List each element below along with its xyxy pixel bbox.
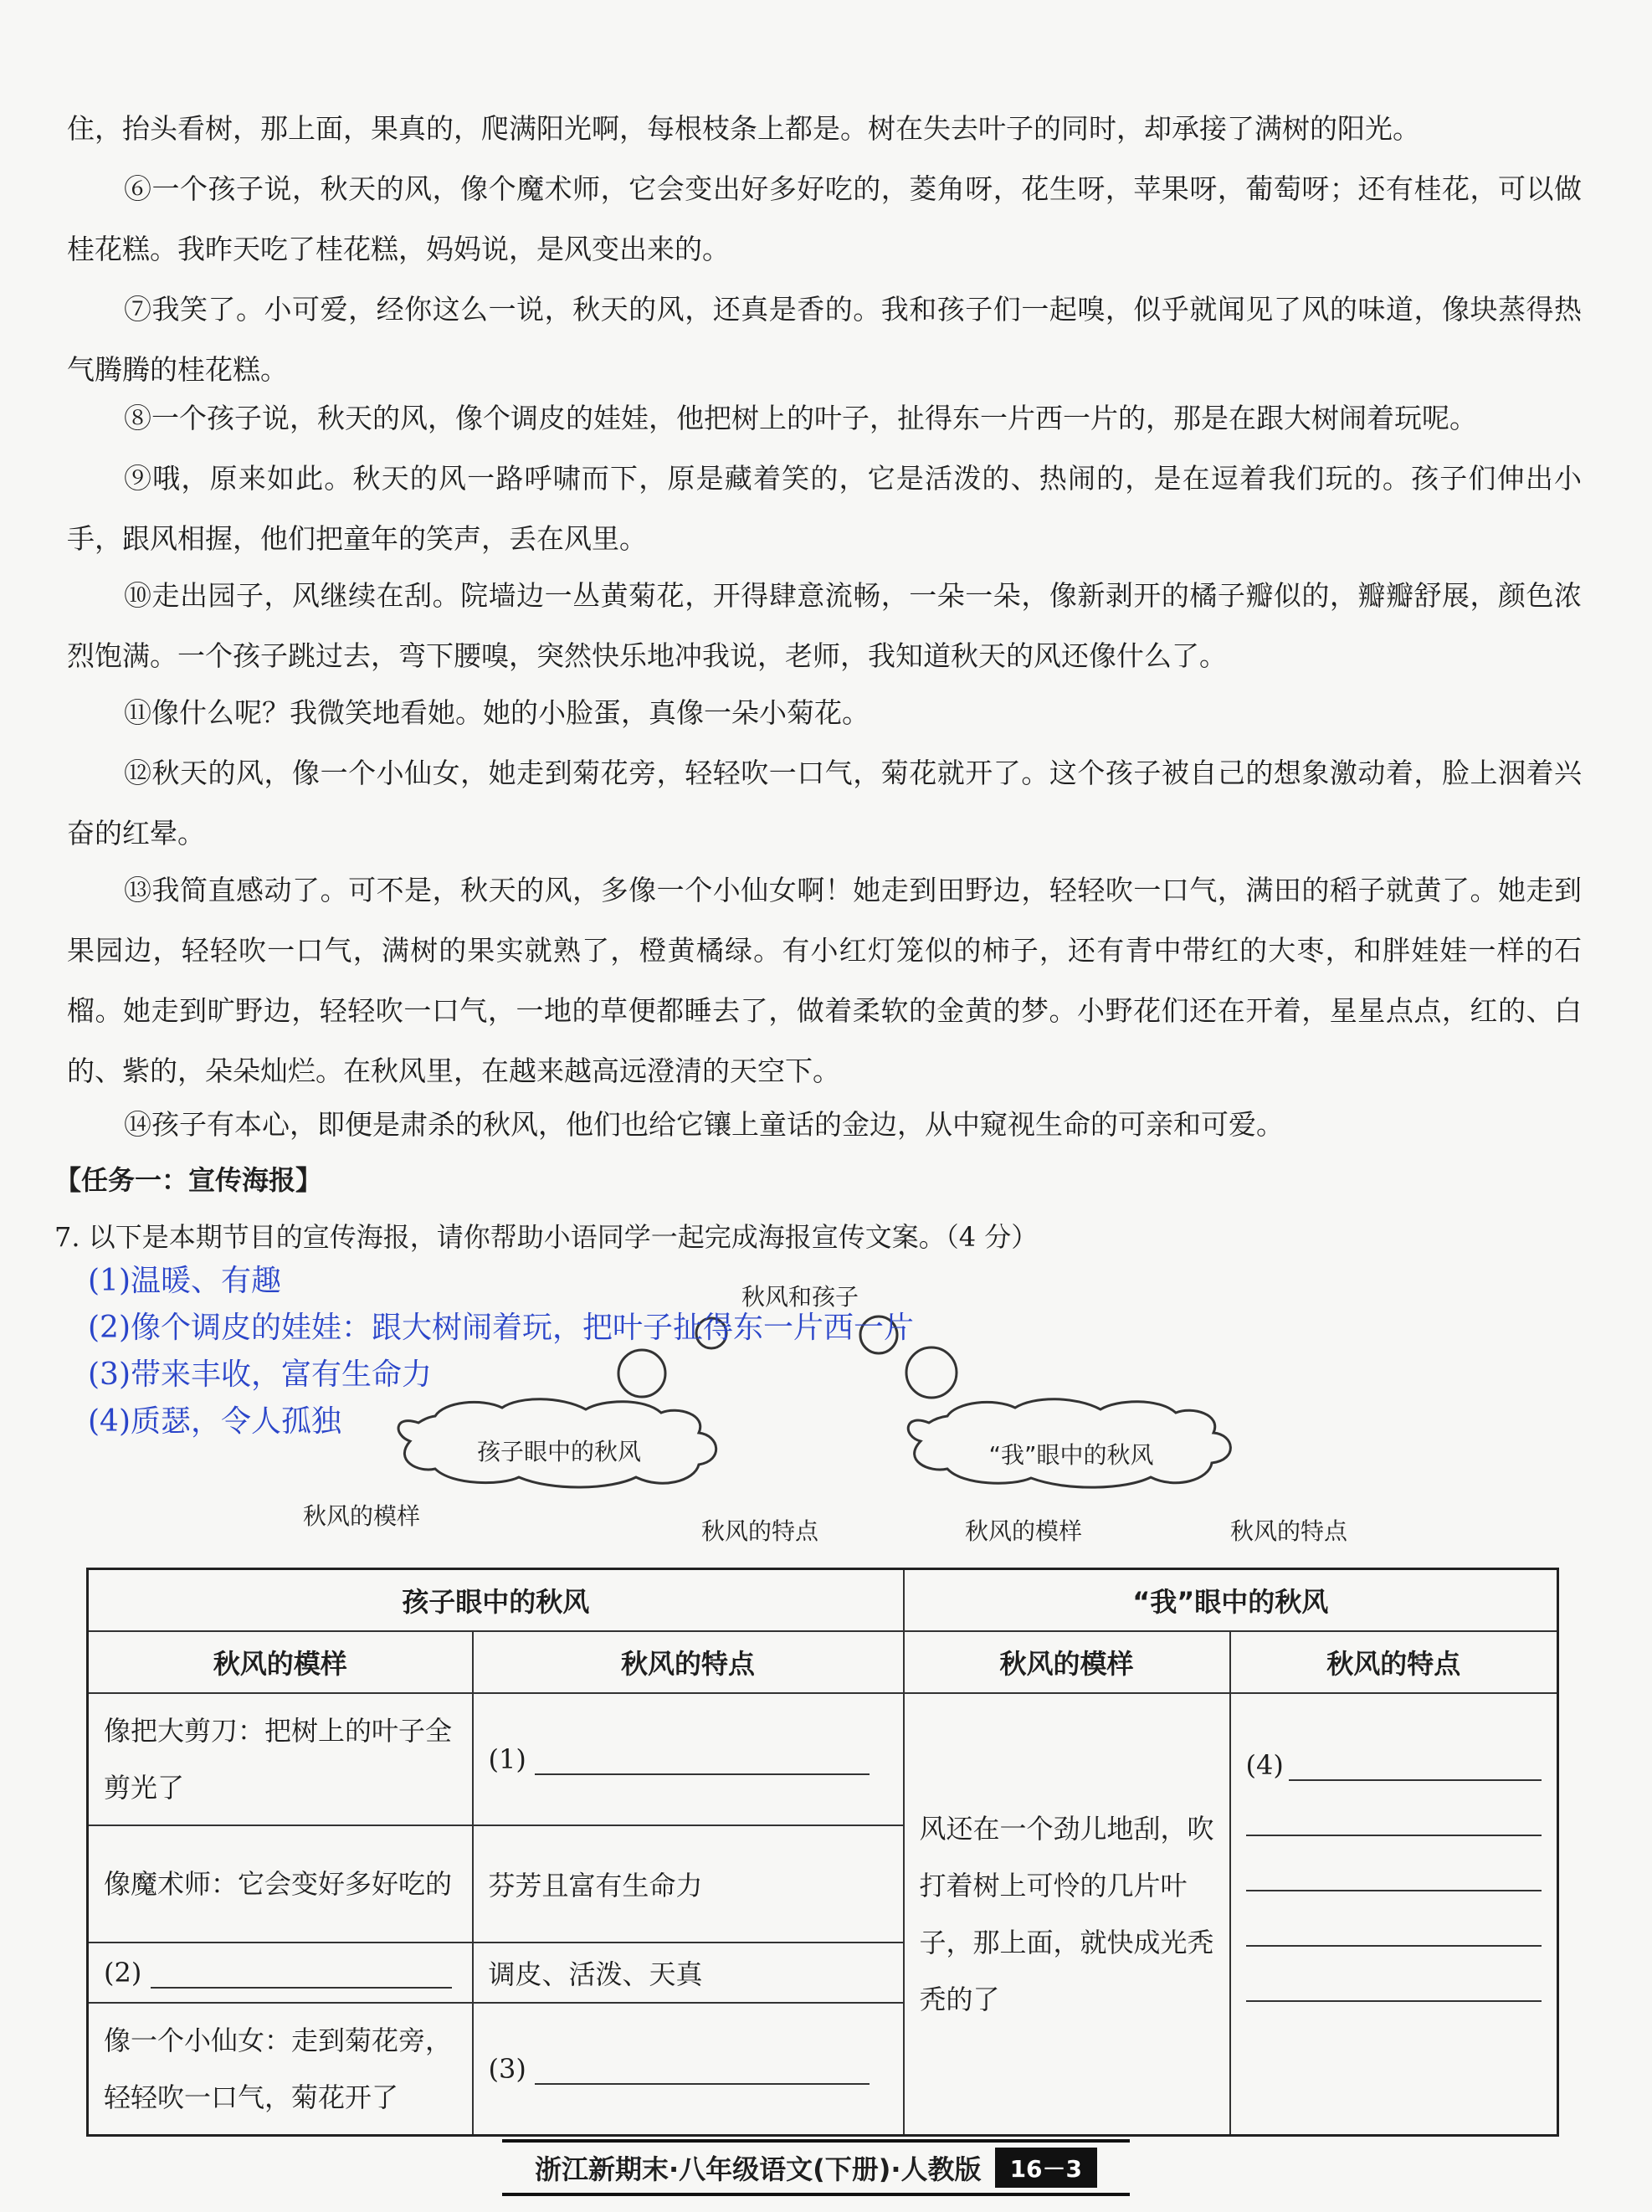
page-number-badge: 16－3 <box>995 2148 1097 2188</box>
table-answer-cell-3 <box>473 2003 904 2136</box>
table-cell: 像把大剪刀：把树上的叶子全剪光了 <box>88 1693 473 1825</box>
passage-paragraph-8: ⑧一个孩子说，秋天的风，像个调皮的娃娃，他把树上的叶子，扯得东一片西一片的，那是在跟大树闹着玩呢。 <box>124 402 1477 434</box>
passage-paragraph-10: ⑩走出园子，风继续在刮。院墙边一丛黄菊花，开得肆意流畅，一朵一朵，像新剥开的橘子瓣似的，瓣瓣舒展，颜色浓烈饱满。一个孩子跳过去，弯下腰嗅，突然快乐地冲我说，老师，我知道秋天的风还像什么了。 <box>67 579 1582 672</box>
answer-line[interactable] <box>1246 1947 1542 2002</box>
answer-line[interactable] <box>1246 1891 1542 1947</box>
table-cell: 调皮、活泼、天真 <box>473 1943 904 2003</box>
passage-paragraph-6: ⑥一个孩子说，秋天的风，像个魔术师，它会变出好多好吃的，菱角呀，花生呀，苹果呀，葡萄呀；还有桂花，可以做桂花糕。我昨天吃了桂花糕，妈妈说，是风变出来的。 <box>67 172 1582 265</box>
table-col-trait: 秋风的特点 <box>473 1631 904 1693</box>
poster-label-trait-right: 秋风的特点 <box>1230 1517 1348 1545</box>
table-cell: 芬芳且富有生命力 <box>473 1825 904 1943</box>
answer-line[interactable] <box>1246 1781 1542 1836</box>
answer-4: (4)质瑟，令人孤独 <box>88 1404 341 1439</box>
table-cell: 像一个小仙女：走到菊花旁，轻轻吹一口气，菊花开了 <box>88 2003 473 2136</box>
page-footer <box>502 2139 1130 2196</box>
answer-2: (2)像个调皮的娃娃：跟大树闹着玩，把叶子扯得东一片西一片 <box>88 1311 914 1345</box>
blank-label-1: (1) <box>488 1743 526 1775</box>
passage-paragraph-7: ⑦我笑了。小可爱，经你这么一说，秋天的风，还真是香的。我和孩子们一起嗅，似乎就闻见了风的味道，像块蒸得热气腾腾的桂花糕。 <box>67 293 1582 386</box>
table-cell: 像魔术师：它会变好多好吃的 <box>88 1825 473 1943</box>
blank-label-2: (2) <box>104 1957 142 1989</box>
answer-blank-3[interactable] <box>535 2083 870 2085</box>
poster-top-label: 秋风和孩子 <box>741 1283 859 1311</box>
poster-table <box>86 1568 1559 2137</box>
passage-paragraph-11: ⑪像什么呢？我微笑地看她。她的小脸蛋，真像一朵小菊花。 <box>124 696 870 729</box>
bubble-circle <box>906 1347 957 1398</box>
table-col-trait-me: 秋风的特点 <box>1230 1631 1558 1693</box>
poster-label-look-left: 秋风的模样 <box>303 1502 421 1530</box>
table-answer-cell-2 <box>88 1943 473 2003</box>
passage-paragraph-13: ⑬我简直感动了。可不是，秋天的风，多像一个小仙女啊！她走到田野边，轻轻吹一口气，满田的稻子就黄了。她走到果园边，轻轻吹一口气，满树的果实就熟了，橙黄橘绿。有小红灯笼似的柿子，还有青中带红的大枣，和胖娃娃一样的石榴。她走到旷野边，轻轻吹一口气，一地的草便都睡去了，做着柔软的金黄的梦。小野花们还在开着，星星点点，红的、白的、紫的，朵朵灿烂。在秋风里，在越来越高远澄清的天空下。 <box>67 874 1582 1087</box>
table-answer-cell-1 <box>473 1693 904 1825</box>
answer-blank-2[interactable] <box>151 1987 452 1989</box>
passage-paragraph-12: ⑫秋天的风，像一个小仙女，她走到菊花旁，轻轻吹一口气，菊花就开了。这个孩子被自己的想象激动着，脸上洇着兴奋的红晕。 <box>67 757 1582 849</box>
answer-3: (3)带来丰收，富有生命力 <box>88 1357 432 1392</box>
blank-label-3: (3) <box>488 2053 526 2085</box>
task-heading: 【任务一：宣传海报】 <box>54 1164 323 1196</box>
poster-label-trait-left: 秋风的特点 <box>701 1517 819 1545</box>
table-col-look-me: 秋风的模样 <box>904 1631 1230 1693</box>
passage-paragraph-9: ⑨哦，原来如此。秋天的风一路呼啸而下，原是藏着笑的，它是活泼的、热闹的，是在逗着我们玩的。孩子们伸出小手，跟风相握，他们把童年的笑声，丢在风里。 <box>67 462 1582 555</box>
answer-1: (1)温暖、有趣 <box>88 1264 281 1298</box>
table-answer-cell-4 <box>1230 1693 1558 2136</box>
table-header-me: “我”眼中的秋风 <box>904 1569 1558 1632</box>
answer-blank-1[interactable] <box>535 1773 870 1775</box>
answer-block <box>88 1258 914 1445</box>
answer-blank-4[interactable] <box>1289 1779 1542 1781</box>
blank-label-4: (4) <box>1245 1749 1284 1781</box>
table-cell-me-look: 风还在一个劲儿地刮，吹打着树上可怜的几片叶子，那上面，就快成光秃秃的了 <box>904 1693 1230 2136</box>
question-7: 7. 以下是本期节目的宣传海报，请你帮助小语同学一起完成海报宣传文案。（4 分） <box>54 1221 1039 1253</box>
passage-paragraph: 住，抬头看树，那上面，果真的，爬满阳光啊，每根枝条上都是。树在失去叶子的同时，却承接了满树的阳光。 <box>67 112 1420 145</box>
table-header-children: 孩子眼中的秋风 <box>88 1569 904 1632</box>
passage-paragraph-14: ⑭孩子有本心，即便是肃杀的秋风，他们也给它镶上童话的金边，从中窥视生命的可亲和可爱。 <box>124 1108 1284 1141</box>
answer-line[interactable] <box>1246 1836 1542 1891</box>
table-col-look: 秋风的模样 <box>88 1631 473 1693</box>
cloud-right-label: “我”眼中的秋风 <box>988 1441 1154 1469</box>
footer-title: 浙江新期末·八年级语文(下册)·人教版 <box>534 2153 982 2185</box>
cloud-left-label: 孩子眼中的秋风 <box>476 1438 642 1465</box>
poster-label-look-right: 秋风的模样 <box>965 1517 1083 1545</box>
